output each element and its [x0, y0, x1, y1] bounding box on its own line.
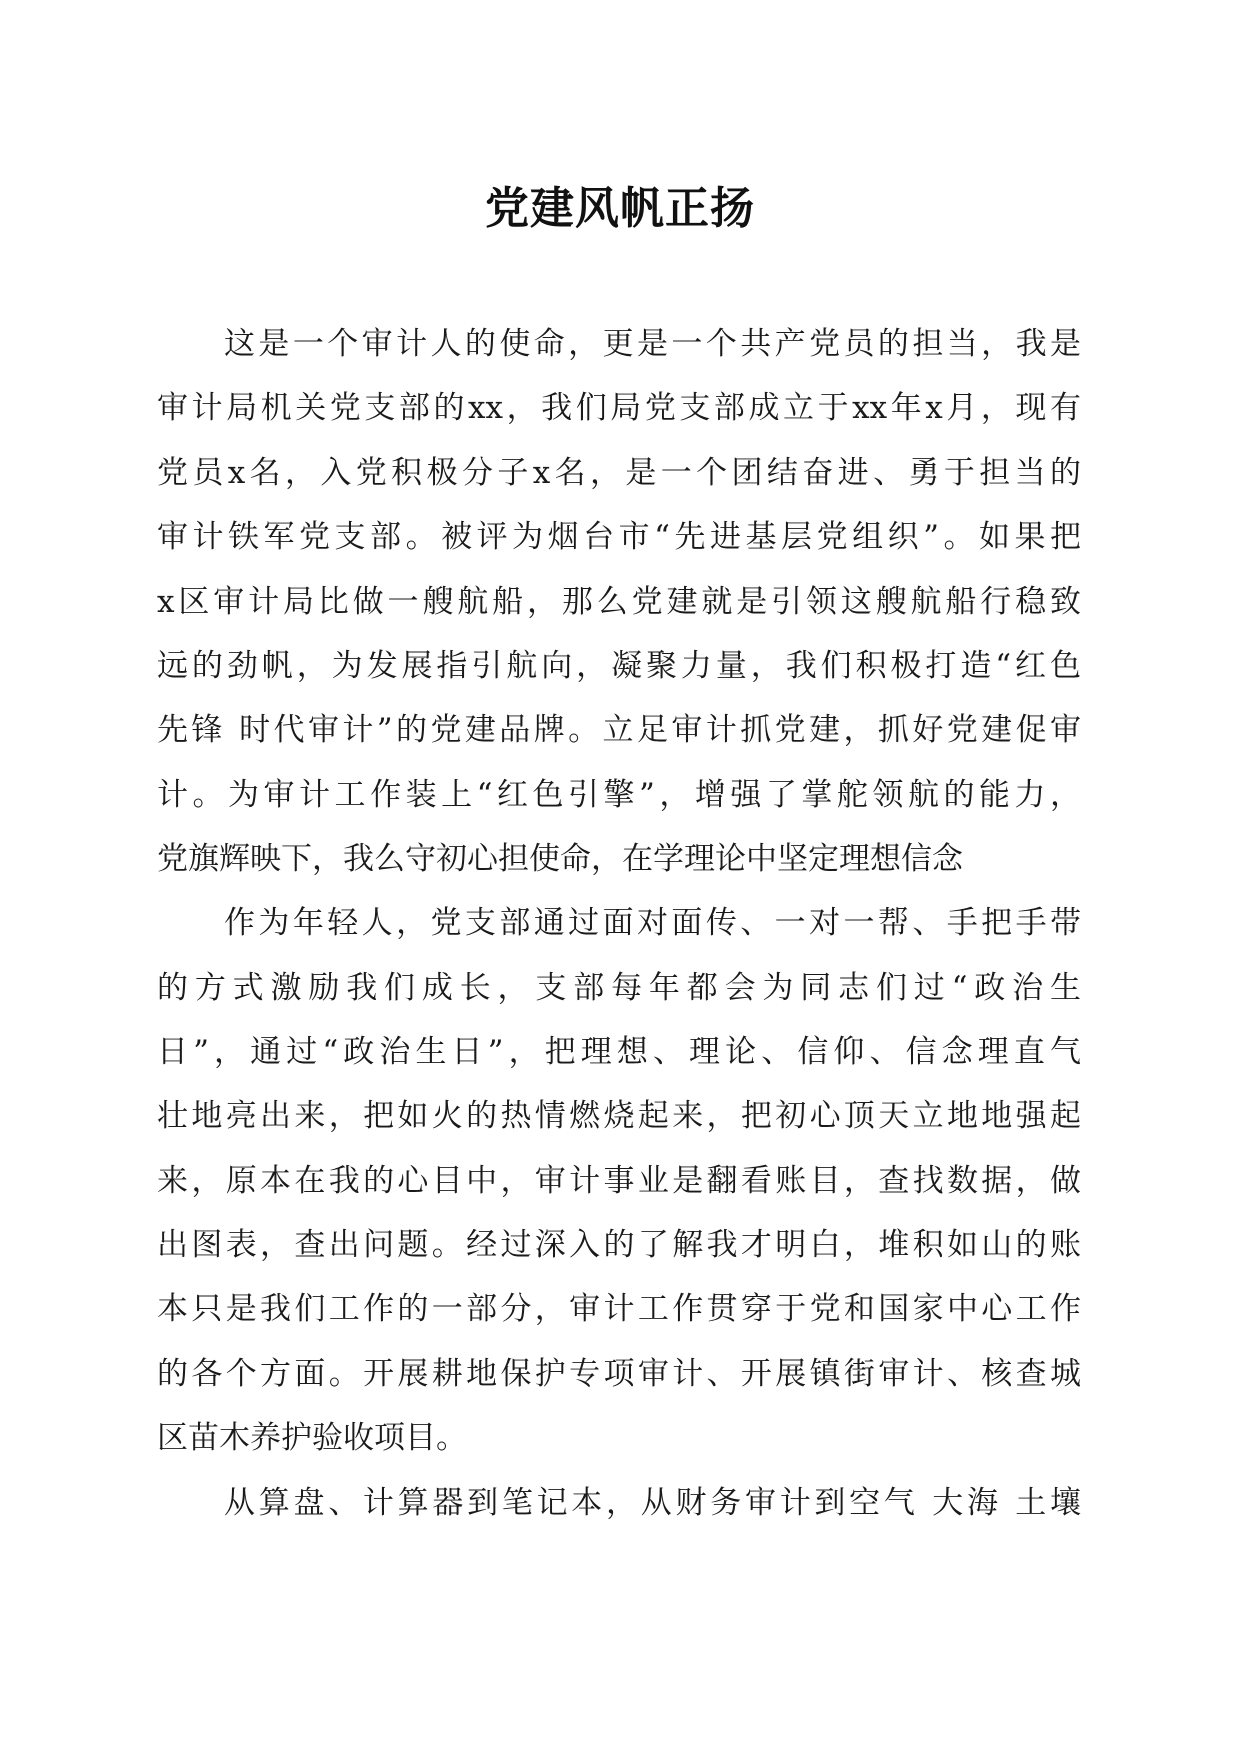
paragraph-line: 审计局机关党支部的xx，我们局党支部成立于xx年x月，现有 — [157, 390, 1081, 426]
paragraph-line: 这是一个审计人的使命，更是一个共产党员的担当，我是 — [224, 326, 1081, 362]
paragraph-line: 党旗辉映下，我么守初心担使命，在学理论中坚定理想信念 — [157, 841, 963, 877]
paragraph-line: 出图表，查出问题。经过深入的了解我才明白，堆积如山的账 — [157, 1227, 1081, 1263]
paragraph-line: 区苗木养护验收项目。 — [157, 1420, 467, 1456]
paragraph-line: 计。为审计工作装上“红色引擎”，增强了掌舵领航的能力， — [157, 777, 1081, 813]
paragraph-line: 远的劲帆，为发展指引航向，凝聚力量，我们积极打造“红色 — [157, 648, 1081, 684]
paragraph-line: 的各个方面。开展耕地保护专项审计、开展镇街审计、核查城 — [157, 1356, 1081, 1392]
paragraph-line: 党员x名，入党积极分子x名，是一个团结奋进、勇于担当的 — [157, 455, 1081, 491]
paragraph-line: 日”，通过“政治生日”，把理想、理论、信仰、信念理直气 — [157, 1034, 1081, 1070]
document-title: 党建风帆正扬 — [485, 183, 755, 234]
paragraph-line: 作为年轻人，党支部通过面对面传、一对一帮、手把手带 — [224, 905, 1081, 941]
paragraph-line: 来，原本在我的心目中，审计事业是翻看账目，查找数据，做 — [157, 1163, 1081, 1199]
paragraph-line: x区审计局比做一艘航船，那么党建就是引领这艘航船行稳致 — [157, 584, 1081, 620]
paragraph-line: 壮地亮出来，把如火的热情燃烧起来，把初心顶天立地地强起 — [157, 1098, 1081, 1134]
paragraph-line: 本只是我们工作的一部分，审计工作贯穿于党和国家中心工作 — [157, 1291, 1081, 1327]
paragraph-line: 审计铁军党支部。被评为烟台市“先进基层党组织”。如果把 — [157, 519, 1081, 555]
paragraph-line: 先锋 时代审计”的党建品牌。立足审计抓党建，抓好党建促审 — [157, 712, 1081, 748]
paragraph-line: 从算盘、计算器到笔记本，从财务审计到空气 大海 土壤 — [224, 1485, 1081, 1521]
paragraph-line: 的方式激励我们成长，支部每年都会为同志们过“政治生 — [157, 970, 1081, 1006]
